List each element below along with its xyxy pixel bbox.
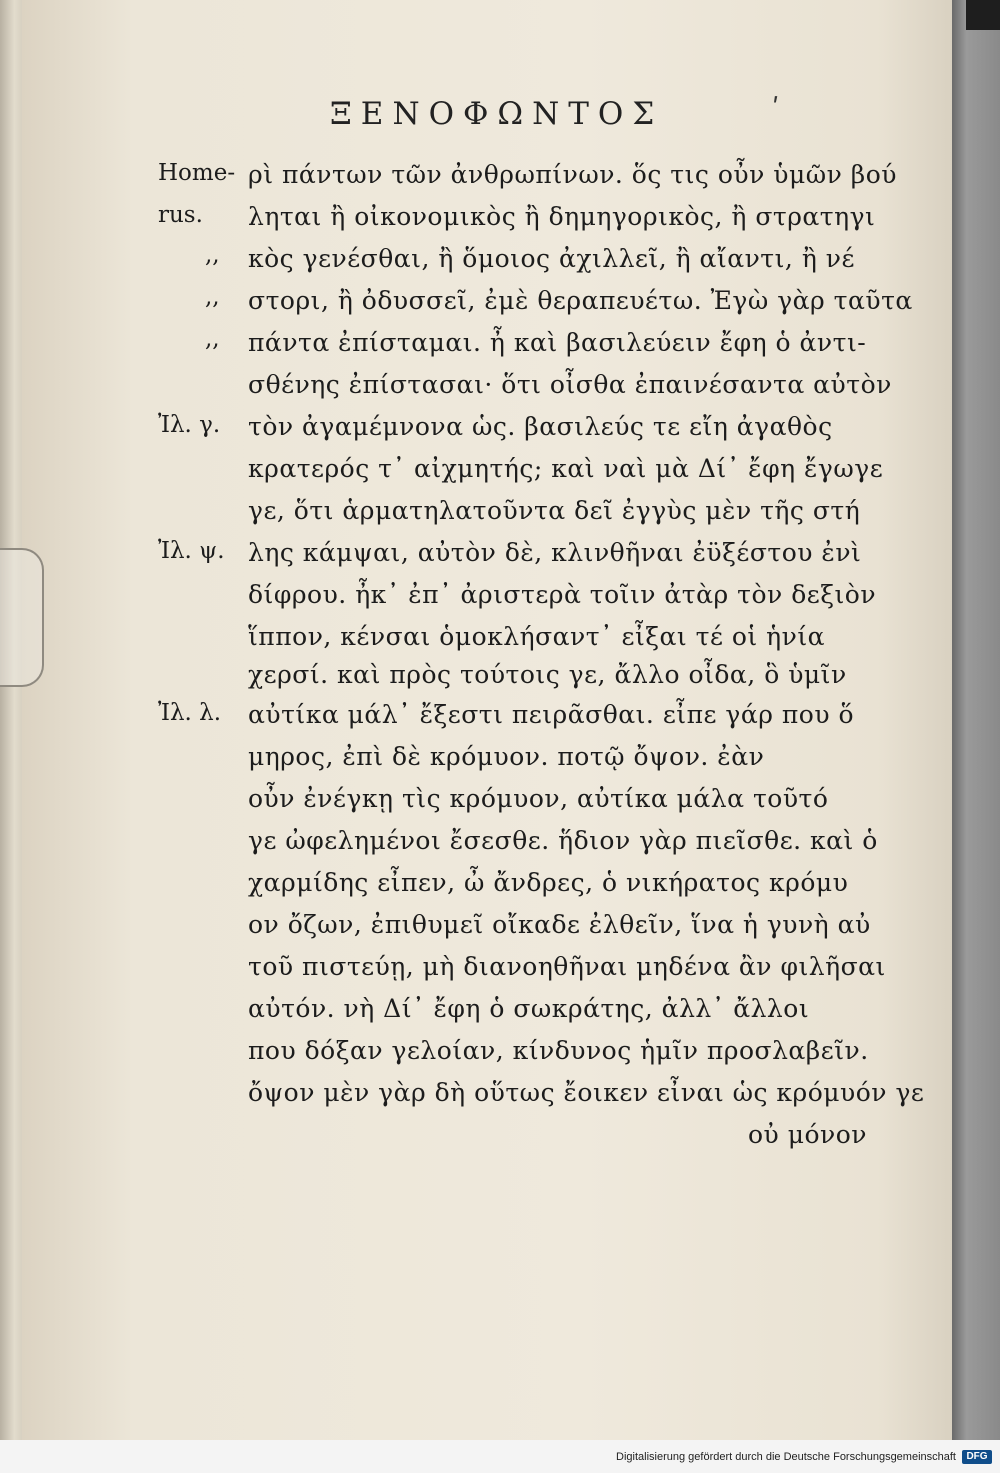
text-line: που δόξαν γελοίαν, κίνδυνος ἡμῖν προσλαβεῖν. — [248, 1036, 869, 1065]
catchword: οὐ μόνον — [748, 1120, 867, 1149]
margin-quote-marks: ,, — [205, 284, 220, 310]
text-line: ἵππον, κένσαι ὁμοκλήσαντ᾽ εἶξαι τέ οἱ ἡνία — [248, 622, 826, 651]
text-line: πάντα ἐπίσταμαι. ἦ καὶ βασιλεύειν ἔφη ὁ ἀντι- — [248, 328, 867, 357]
margin-quote-marks: ,, — [205, 242, 220, 268]
text-line: χερσί. καὶ πρὸς τούτοις γε, ἄλλο οἶδα, ὃ ὑμῖν — [248, 660, 847, 689]
book-right-edge — [952, 0, 1000, 1440]
book-clasp — [0, 548, 44, 687]
text-line: κὸς γενέσθαι, ἢ ὅμοιος ἀχιλλεῖ, ἢ αἴαντι, ἢ νέ — [248, 244, 855, 273]
text-line: μηρος, ἐπὶ δὲ κρόμυον. ποτῷ ὄψον. ἐὰν — [248, 742, 765, 771]
text-line: δίφρου. ἦκ᾽ ἐπ᾽ ἀριστερὰ τοῖιν ἀτὰρ τὸν δεξιὸν — [248, 580, 877, 609]
footer-credit: Digitalisierung gefördert durch die Deutsche Forschungsgemeinschaft — [616, 1451, 956, 1463]
text-line: λης κάμψαι, αὐτὸν δὲ, κλινθῆναι ἐϋξέστου ἐνὶ — [248, 538, 862, 567]
dfg-logo[interactable]: DFG — [962, 1450, 992, 1464]
margin-quote-marks: ,, — [205, 326, 220, 352]
text-line: αὐτίκα μάλ᾽ ἔξεστι πειρᾶσθαι. εἶπε γάρ που ὅ — [248, 700, 855, 729]
text-line: κρατερός τ᾽ αἰχμητής; καὶ ναὶ μὰ Δί᾽ ἔφη ἔγωγε — [248, 454, 884, 483]
text-line: αὐτόν. νὴ Δί᾽ ἔφη ὁ σωκράτης, ἀλλ᾽ ἄλλοι — [248, 994, 810, 1023]
text-line: οὖν ἐνέγκῃ τὶς κρόμυον, αὐτίκα μάλα τοῦτό — [248, 784, 829, 813]
margin-note: Home- — [158, 160, 236, 186]
text-line: ληται ἢ οἰκονομικὸς ἢ δημηγορικὸς, ἢ στρατηγι — [248, 202, 876, 231]
text-line: ὄψον μὲν γὰρ δὴ οὕτως ἔοικεν εἶναι ὡς κρόμυόν γε — [248, 1078, 925, 1107]
margin-note: Ἰλ. γ. — [158, 412, 221, 438]
heading-mark: ʹ — [772, 94, 780, 124]
text-line: ον ὄζων, ἐπιθυμεῖ οἴκαδε ἐλθεῖν, ἵνα ἡ γυνὴ αὐ — [248, 910, 871, 939]
scan-corner — [966, 0, 1000, 30]
margin-note: Ἰλ. ψ. — [158, 538, 225, 564]
text-line: τὸν ἀγαμέμνονα ὡς. βασιλεύς τε εἴη ἀγαθὸς — [248, 412, 833, 441]
text-line: στορι, ἢ ὀδυσσεῖ, ἐμὲ θεραπευέτω. Ἐγὼ γὰρ ταῦτα — [248, 286, 913, 315]
text-line: τοῦ πιστεύῃ, μὴ διανοηθῆναι μηδένα ἂν φιλῆσαι — [248, 952, 886, 981]
text-line: γε, ὅτι ἁρματηλατοῦντα δεῖ ἐγγὺς μὲν τῆς στή — [248, 496, 861, 525]
text-line: χαρμίδης εἶπεν, ὦ ἄνδρες, ὁ νικήρατος κρόμυ — [248, 868, 849, 897]
text-line: ρὶ πάντων τῶν ἀνθρωπίνων. ὅς τις οὖν ὑμῶν βού — [248, 160, 897, 189]
text-line: γε ὠφελημένοι ἔσεσθε. ἥδιον γὰρ πιεῖσθε. καὶ ὁ — [248, 826, 878, 855]
margin-note: Ἰλ. λ. — [158, 700, 222, 726]
text-line: σθένης ἐπίστασαι· ὅτι οἶσθα ἐπαινέσαντα αὐτὸν — [248, 370, 892, 399]
page-heading: ΞΕΝΟΦΩΝΤΟΣ — [330, 96, 664, 132]
margin-note: rus. — [158, 202, 203, 228]
